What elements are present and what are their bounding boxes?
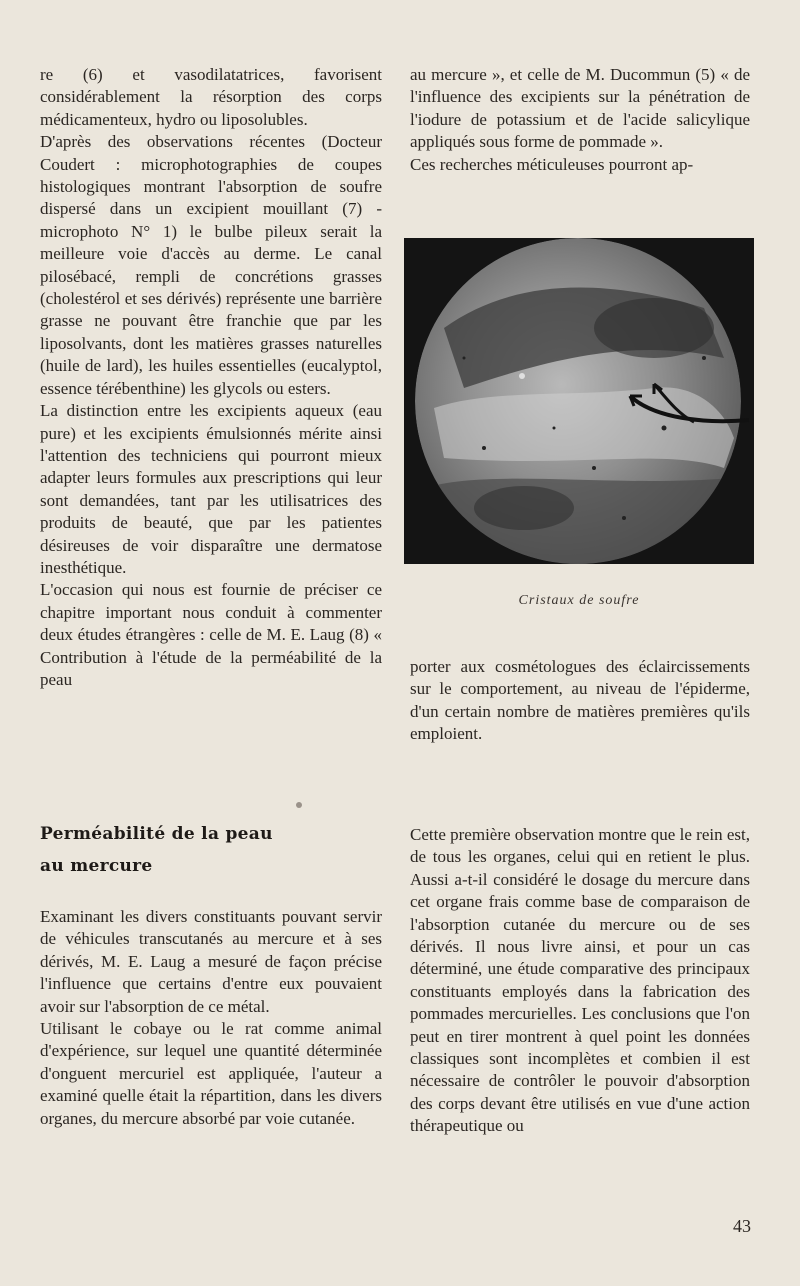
microphoto — [404, 238, 754, 564]
paragraph: D'après des observations récentes (Docteur Coudert : microphotographies de coupes histologiques montrant l'absorption de soufre dispersé dans un excipient mouillant (7) - microphoto N° 1) le bulbe pileux serait la meilleure voie d'accès au derme. Le canal pilosébacé, rempli de concrétions grasses (cholestérol et ses dérivés) représente une barrière grasse ne pouvant être franchie que par les liposolvants, dont les matières grasses naturelles (huile de lard), les huiles essentielles (eucalyptol, essence térébenthine) les glycols ou esters. — [40, 132, 382, 398]
right-column-top — [410, 64, 750, 176]
paragraph: porter aux cosmétologues des éclaircissements sur le comportement, au niveau de l'épiderme, d'un certain nombre de matières premières qu'ils emploient. — [410, 657, 750, 744]
right-column-middle — [410, 656, 750, 746]
paragraph: Examinant les divers constituants pouvant servir de véhicules transcutanés au mercure et à ses dérivés, M. E. Laug a mesuré de façon précise l'influence que certains d'entre eux pouvaient avoir sur l'absorption de ce métal. — [40, 907, 382, 1016]
paragraph: au mercure », et celle de M. Ducommun (5) « de l'influence des excipients sur la pénétration de l'iodure de potassium et de l'acide salicylique appliqués sous forme de pommade ». — [410, 65, 750, 152]
section-heading-line: Perméabilité de la peau — [40, 824, 273, 844]
paragraph: La distinction entre les excipients aqueux (eau pure) et les excipients émulsionnés mérite ainsi l'attention des techniciens qui pourront mieux adapter leurs formules aux prescriptions qui leur sont demandées, tant par les utilisatrices des produits de beauté, que par les patientes désireuses de voir disparaître une dermatose inesthétique. — [40, 401, 382, 577]
paragraph: L'occasion qui nous est fournie de préciser ce chapitre important nous conduit à commenter deux études étrangères : celle de M. E. Laug (8) « Contribution à l'étude de la perméabilité de la peau — [40, 580, 382, 689]
paragraph: Utilisant le cobaye ou le rat comme animal d'expérience, sur lequel une quantité déterminée d'onguent mercuriel est appliquée, l'auteur a examiné quelle était la répartition, dans les divers organes, du mercure absorbé par voie cutanée. — [40, 1019, 382, 1128]
ornament-dot — [296, 802, 302, 808]
paragraph: Cette première observation montre que le rein est, de tous les organes, celui qui en retient le plus. Aussi a-t-il considéré le dosage du mercure dans cet organe frais comme base de comparaison de l'absorption cutanée du mercure ou de ses dérivés. Il nous livre ainsi, et pour un cas déterminé, une étude comparative des principaux constituants employés dans la fabrication des pommades mercurielles. Les conclusions que l'on peut en tirer montrent à quel point les données classiques sont incomplètes et combien il est nécessaire de contrôler le pouvoir d'absorption des corps devant être utilisés en vue d'une action thérapeutique ou — [410, 825, 750, 1136]
left-column-bottom — [40, 906, 382, 1130]
left-column-top — [40, 64, 382, 691]
figure-caption: Cristaux de soufre — [518, 593, 640, 608]
section-heading — [40, 818, 382, 882]
page-number: 43 — [733, 1216, 751, 1236]
paragraph: re (6) et vasodilatatrices, favorisent considérablement la résorption des corps médicamenteux, hydro ou liposolubles. — [40, 65, 382, 129]
right-column-bottom — [410, 824, 750, 1138]
section-heading-line: au mercure — [40, 856, 153, 876]
paragraph: Ces recherches méticuleuses pourront ap- — [410, 154, 694, 174]
microscope-view-image — [404, 238, 754, 564]
